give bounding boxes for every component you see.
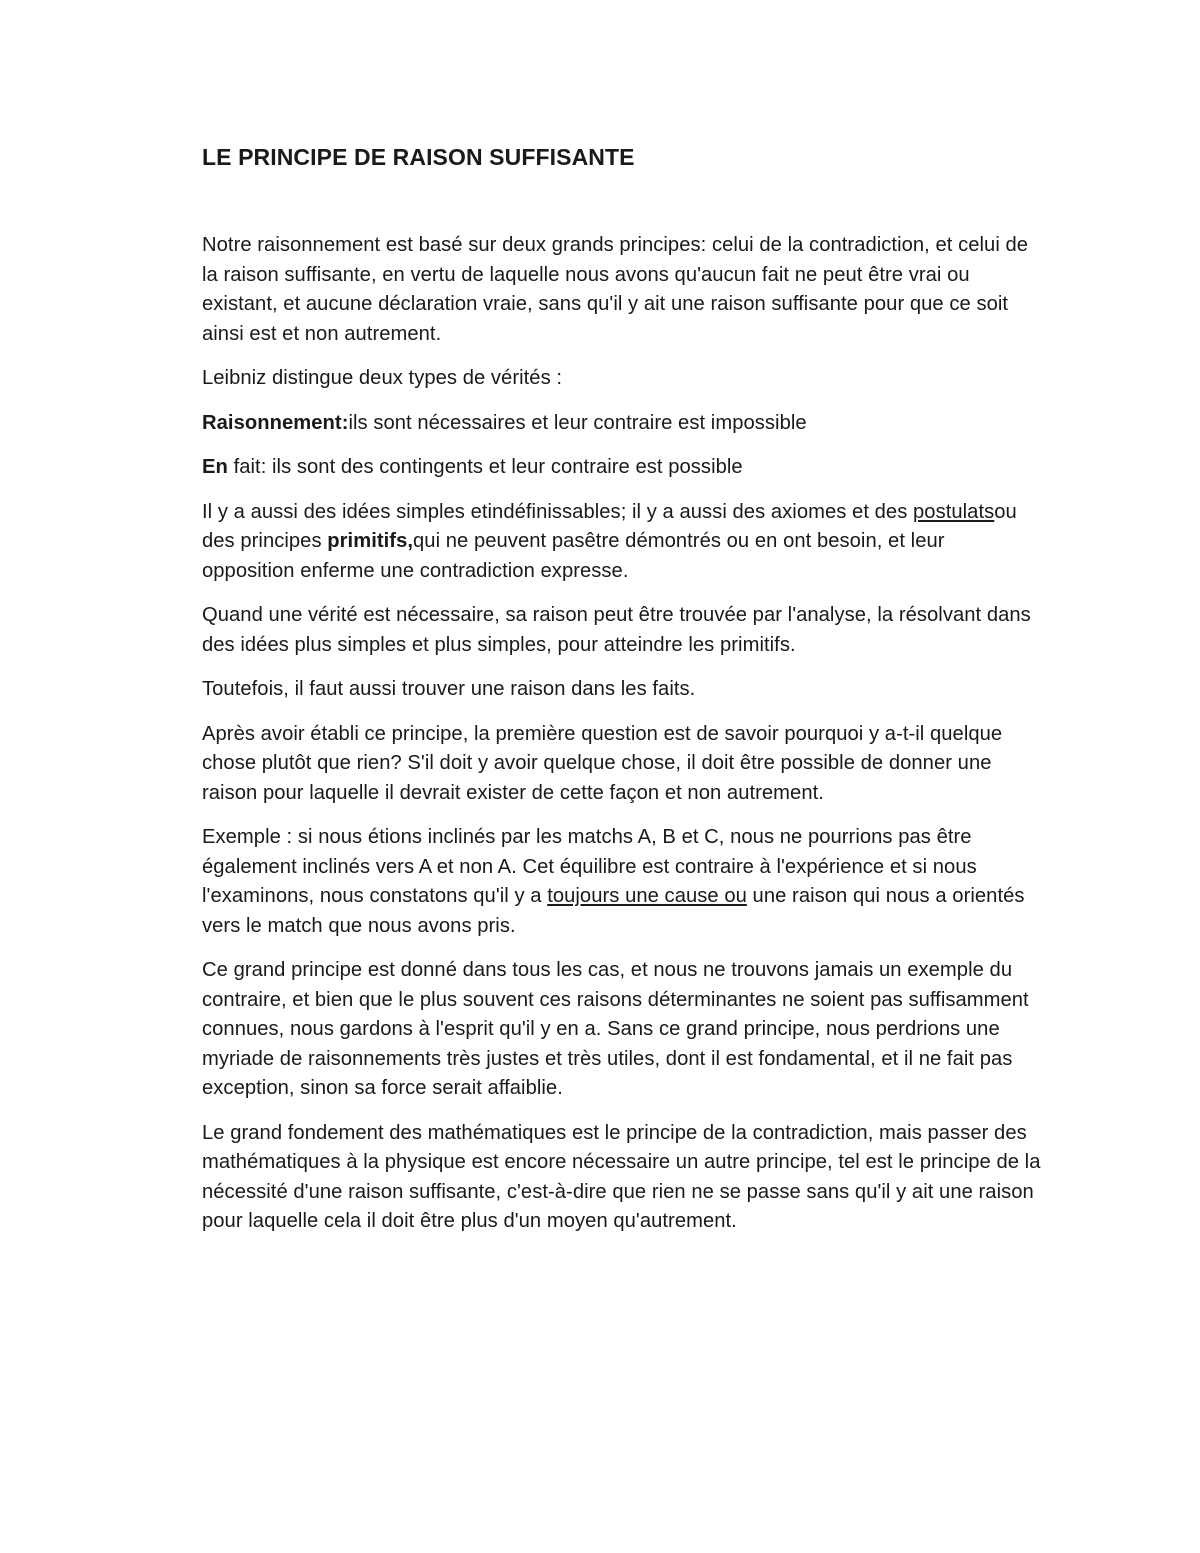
paragraph-types-intro: Leibniz distingue deux types de vérités :: [202, 367, 563, 389]
term-en-fait: En: [202, 456, 228, 478]
definition-raisonnement: ils sont nécessaires et leur contraire est impossible: [348, 411, 807, 434]
underlined-postulats: postulats: [913, 500, 995, 523]
definition-en-fait: fait: ils sont des contingents et leur contraire est possible: [227, 456, 743, 478]
bold-primitifs: primitifs,: [327, 530, 414, 552]
paragraph-however: Toutefois, il faut aussi trouver une raison dans les faits.: [202, 678, 696, 700]
paragraph-intro: Notre raisonnement est basé sur deux grands principes: celui de la contradiction, et celui de la raison suffisante, en vertu de laquelle nous avons qu'aucun fait ne peut être vrai ou existant, et aucune déclaration vraie, sans qu'il y ait une raison suffisante pour que ce soit ainsi est et non autrement.: [202, 234, 1029, 345]
document-title: LE PRINCIPE DE RAISON SUFFISANTE: [202, 144, 635, 170]
paragraph-necessary-truth: Quand une vérité est nécessaire, sa raison peut être trouvée par l'analyse, la résolvant dans des idées plus simples et plus simples, pour atteindre les primitifs.: [202, 604, 1031, 656]
paragraph-great-principle: Ce grand principe est donné dans tous les cas, et nous ne trouvons jamais un exemple du contraire, et bien que le plus souvent ces raisons déterminantes ne soient pas suffisamment connues, nous gardons à l'esprit qu'il y en a. Sans ce grand principe, nous perdrions une myriade de raisonnements très justes et très utiles, dont il est fondamental, et il ne fait pas exception, sinon sa force serait affaiblie.: [202, 959, 1029, 1099]
term-raisonnement: Raisonnement:: [202, 411, 349, 434]
paragraph-reasoning-truths: [202, 409, 1042, 439]
text-segment: Exemple : si nous étions inclinés par les matchs A, B et C, nous ne pourrions pas être également inclinés vers A et non A. Cet équilibre est contraire à l'expérience et si nous l'examinons, nous constatons qu'il y a: [202, 826, 977, 907]
paragraph-fact-truths: [202, 453, 1042, 483]
paragraph-first-question: Après avoir établi ce principe, la première question est de savoir pourquoi y a-t-il quelque chose plutôt que rien? S'il doit y avoir quelque chose, il doit être possible de donner une raison pour laquelle il devrait exister de cette façon et non autrement.: [202, 722, 1003, 804]
paragraph-example: [202, 823, 1042, 941]
document-body: [202, 231, 1042, 1237]
text-segment: ou des principes: [202, 500, 1017, 552]
document-page: [202, 138, 1042, 1252]
text-segment: Il y a aussi des idées simples etindéfinissables; il y a aussi des axiomes et des: [202, 500, 914, 523]
text-segment: une raison qui nous a orientés vers le match que nous avons pris.: [202, 885, 1025, 937]
paragraph-simple-ideas: [202, 498, 1042, 587]
underlined-cause: toujours une cause ou: [547, 885, 747, 907]
paragraph-mathematics: Le grand fondement des mathématiques est le principe de la contradiction, mais passer des mathématiques à la physique est encore nécessaire un autre principe, tel est le principe de la nécessité d'une raison suffisante, c'est-à-dire que rien ne se passe sans qu'il y ait une raison pour laquelle cela il doit être plus d'un moyen qu'autrement.: [202, 1121, 1041, 1232]
text-segment: qui ne peuvent pasêtre démontrés ou en ont besoin, et leur opposition enferme une contradiction expresse.: [202, 530, 945, 582]
